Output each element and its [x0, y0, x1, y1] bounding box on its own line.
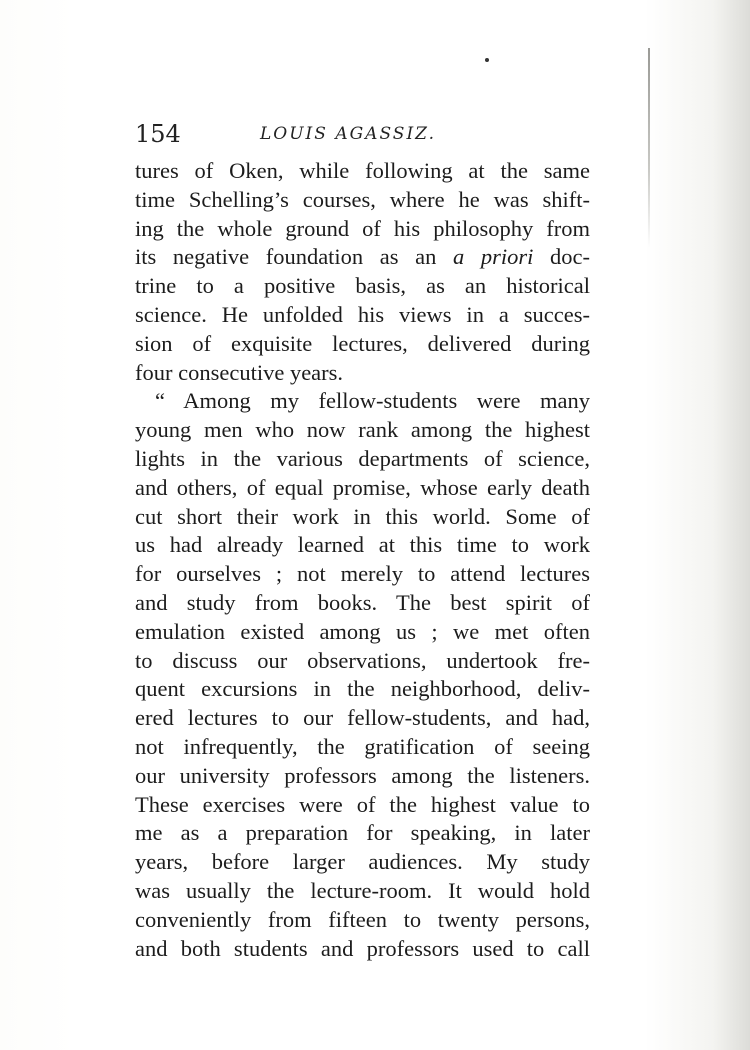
running-head: LOUIS AGASSIZ. — [260, 124, 437, 144]
text-fragment: doc- — [533, 244, 591, 270]
text-fragment: its negative foundation as an — [135, 244, 454, 270]
text-line: years, before larger audiences. My study — [135, 849, 590, 875]
text-line: for ourselves ; not merely to attend lectures — [135, 561, 590, 587]
text-line: emulation existed among us ; we met often — [135, 618, 590, 644]
text-line: science. He unfolded his views in a succes- — [135, 301, 590, 327]
page-edge-shadow — [648, 48, 650, 248]
text-line: me as a preparation for speaking, in later — [135, 820, 590, 846]
page-number: 154 — [135, 120, 181, 148]
text-line: sion of exquisite lectures, delivered during — [135, 330, 590, 356]
body-text — [135, 157, 590, 963]
ink-speck — [485, 58, 489, 62]
text-line: to discuss our observations, undertook fre- — [135, 647, 590, 673]
text-line: young men who now rank among the highest — [135, 417, 590, 443]
text-line: time Schelling’s courses, where he was shift- — [135, 186, 590, 212]
text-line: not infrequently, the gratification of seeing — [135, 733, 590, 759]
text-line: was usually the lecture-room. It would hold — [135, 877, 590, 903]
text-line-with-emphasis — [135, 243, 590, 272]
text-line: trine to a positive basis, as an historical — [135, 273, 590, 299]
paragraph — [135, 157, 590, 387]
text-line: ing the whole ground of his philosophy from — [135, 215, 590, 241]
page-header — [135, 119, 590, 149]
text-line: and both students and professors used to call — [135, 935, 590, 961]
text-line: These exercises were of the highest value to — [135, 791, 590, 817]
text-line: us had already learned at this time to work — [135, 532, 590, 558]
text-line: lights in the various departments of science, — [135, 445, 590, 471]
text-line: our university professors among the listeners. — [135, 762, 590, 788]
text-line: quent excursions in the neighborhood, deliv- — [135, 676, 590, 702]
emphasized-text: a priori — [453, 244, 534, 270]
text-line: “ Among my fellow-students were many — [155, 388, 590, 414]
text-line: conveniently from fifteen to twenty persons, — [135, 906, 590, 932]
text-line: ered lectures to our fellow-students, and had, — [135, 705, 590, 731]
text-line: tures of Oken, while following at the same — [135, 158, 590, 183]
text-line: and others, of equal promise, whose early death — [135, 474, 590, 500]
text-line: cut short their work in this world. Some of — [135, 503, 590, 529]
text-line: and study from books. The best spirit of — [135, 589, 590, 615]
paragraph — [135, 387, 590, 963]
text-line: four consecutive years. — [135, 359, 344, 385]
